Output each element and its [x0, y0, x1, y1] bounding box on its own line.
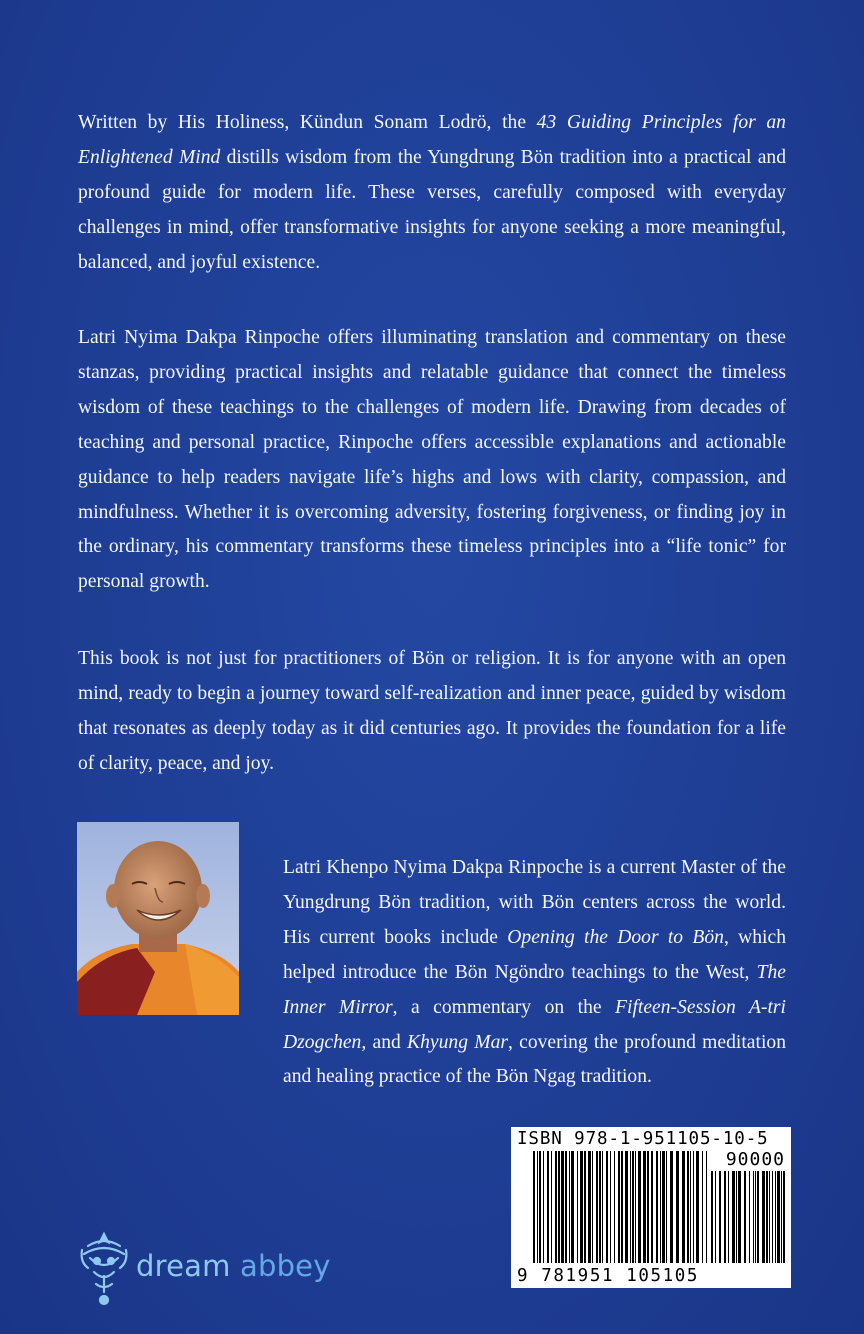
author-bio-paragraph — [283, 851, 786, 1095]
author-bio-text-4: and — [366, 1031, 408, 1053]
book-title-fifteen-session: Fifteen-Session A-tri Dzogchen, — [283, 996, 786, 1053]
book-title: 43 Guiding Principles for an Enlightened Mind — [78, 112, 786, 168]
isbn-label: ISBN 978-1-951105-10-5 — [517, 1129, 769, 1149]
isbn-barcode — [511, 1127, 791, 1288]
author-bio-text-1: Latri Khenpo Nyima Dakpa Rinpoche is a current Master of the Yungdrung Bön tradition, with Bön centers across the world. His current books include — [283, 857, 786, 948]
audience-paragraph: This book is not just for practitioners of Bön or religion. It is for anyone with an open mind, ready to begin a journey toward self-realization and inner peace, guided by wisdom that resonates as deeply today as it did centuries ago. It provides the foundation for a life of clarity, peace, and joy. — [78, 648, 786, 774]
author-bio-text-2: , which helped introduce the Bön Ngöndro teachings to the West, — [283, 926, 786, 983]
publisher-logo — [78, 1228, 331, 1306]
publisher-word-dream: dream — [136, 1249, 231, 1283]
price-code: 90000 — [725, 1149, 785, 1170]
intro-text-pre: Written by His Holiness, Kündun Sonam Lodrö, the — [78, 112, 537, 133]
ean-digits: 9 781951 105105 — [517, 1266, 700, 1286]
author-bio-text-3: , a commentary on the — [392, 996, 616, 1018]
book-title-inner-mirror: The Inner Mirror — [283, 961, 786, 1018]
author-photo — [77, 822, 239, 1015]
publisher-wordmark — [136, 1249, 331, 1283]
publisher-word-abbey: abbey — [239, 1249, 331, 1283]
intro-text-post: distills wisdom from the Yungdrung Bön tradition into a practical and profound guide for modern life. These verses, carefully composed with everyday challenges in mind, offer transformative insights for anyone seeking a more meaningful, balanced, and joyful existence. — [78, 146, 786, 273]
book-title-opening-the-door: Opening the Door to Bön — [507, 926, 724, 948]
commentary-paragraph: Latri Nyima Dakpa Rinpoche offers illuminating translation and commentary on these stanzas, providing practical insights and relatable guidance that connect the timeless wisdom of these teachings to the challenges of modern life. Drawing from decades of teaching and personal practice, Rinpoche offers accessible explanations and actionable guidance to help readers navigate life’s highs and lows with clarity, compassion, and mindfulness. Whether it is overcoming adversity, fostering forgiveness, or finding joy in the ordinary, his commentary transforms these timeless principles into a “life tonic” for personal growth. — [78, 327, 786, 593]
intro-paragraph — [78, 106, 786, 281]
author-bio-text-5: , covering the profound meditation and healing practice of the Bön Ngag tradition. — [283, 1031, 786, 1088]
dream-abbey-emblem-icon — [78, 1228, 130, 1306]
book-title-khyung-mar: Khyung Mar — [407, 1031, 508, 1053]
